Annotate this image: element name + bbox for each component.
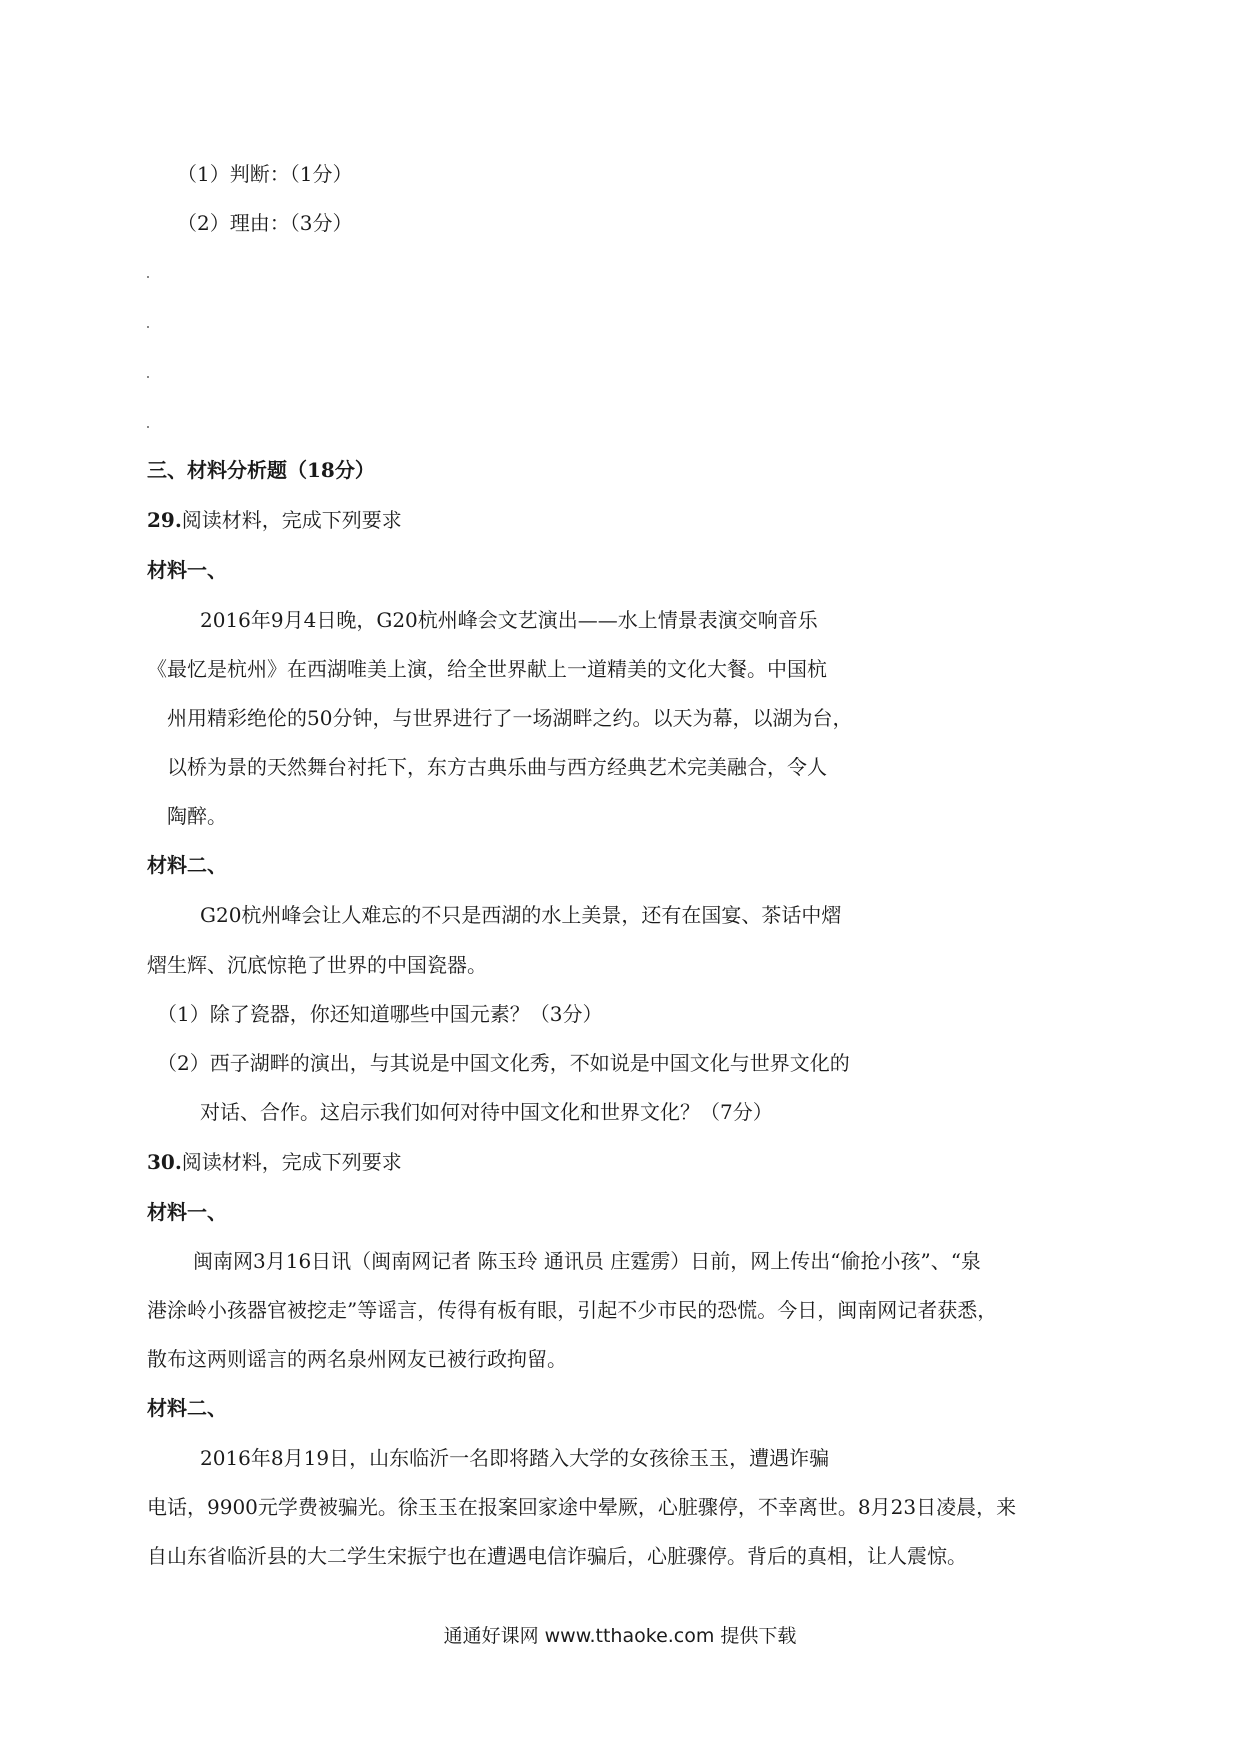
q29-material1-label: 材料一、 xyxy=(147,558,227,582)
q30-material2-line: 2016年8月19日，山东临沂一名即将踏入大学的女孩徐玉玉，遭遇诈骗 xyxy=(200,1446,830,1470)
q30-title xyxy=(147,1150,402,1174)
q30-material1-label: 材料一、 xyxy=(147,1200,227,1224)
q30-material1-line: 散布这两则谣言的两名泉州网友已被行政拘留。 xyxy=(147,1347,567,1371)
q29-subquestion-2-cont: 对话、合作。这启示我们如何对待中国文化和世界文化？（7分） xyxy=(200,1100,773,1124)
q29-number: 29. xyxy=(147,508,182,532)
blank-mark xyxy=(147,376,149,378)
q29-material2-label: 材料二、 xyxy=(147,853,227,877)
q28-reason-line: （2）理由：（3分） xyxy=(177,211,353,235)
q29-material1-line: 陶醉。 xyxy=(167,804,227,828)
q30-material2-line: 电话，9900元学费被骗光。徐玉玉在报案回家途中晕厥，心脏骤停，不幸离世。8月23日凌晨，来 xyxy=(147,1495,1017,1519)
blank-mark xyxy=(147,426,149,428)
q30-title-text: 阅读材料，完成下列要求 xyxy=(181,1150,402,1174)
q28-judge-line: （1）判断：（1分） xyxy=(177,162,353,186)
q29-material2-line: G20杭州峰会让人难忘的不只是西湖的水上美景，还有在国宴、茶话中熠 xyxy=(200,903,842,927)
q29-material1-line: 《最忆是杭州》在西湖唯美上演，给全世界献上一道精美的文化大餐。中国杭 xyxy=(147,657,827,681)
section3-heading: 三、材料分析题（18分） xyxy=(147,458,375,482)
q29-subquestion-1: （1）除了瓷器，你还知道哪些中国元素？（3分） xyxy=(157,1002,603,1026)
q29-title xyxy=(147,508,402,532)
q29-material2-line: 熠生辉、沉底惊艳了世界的中国瓷器。 xyxy=(147,953,487,977)
q29-material1-line: 州用精彩绝伦的50分钟，与世界进行了一场湖畔之约。以天为幕，以湖为台， xyxy=(167,706,853,730)
q29-material1-line: 以桥为景的天然舞台衬托下，东方古典乐曲与西方经典艺术完美融合，令人 xyxy=(167,755,827,779)
q29-subquestion-2: （2）西子湖畔的演出，与其说是中国文化秀，不如说是中国文化与世界文化的 xyxy=(157,1051,850,1075)
q29-material1-line: 2016年9月4日晚，G20杭州峰会文艺演出——水上情景表演交响音乐 xyxy=(200,608,818,632)
q30-number: 30. xyxy=(147,1150,182,1174)
page-footer: 通通好课网 www.tthaoke.com 提供下载 xyxy=(443,1625,797,1647)
q30-material2-label: 材料二、 xyxy=(147,1396,227,1420)
blank-mark xyxy=(147,276,149,278)
q30-material1-line: 港涂岭小孩器官被挖走”等谣言，传得有板有眼，引起不少市民的恐慌。今日，闽南网记者获悉， xyxy=(147,1298,998,1322)
blank-mark xyxy=(147,326,149,328)
q29-title-text: 阅读材料，完成下列要求 xyxy=(181,508,402,532)
q30-material2-line: 自山东省临沂县的大二学生宋振宁也在遭遇电信诈骗后，心脏骤停。背后的真相，让人震惊。 xyxy=(147,1544,967,1568)
q30-material1-line: 闽南网3月16日讯（闽南网记者 陈玉玲 通讯员 庄霆雳）日前，网上传出“偷抢小孩”、“泉 xyxy=(193,1249,981,1273)
